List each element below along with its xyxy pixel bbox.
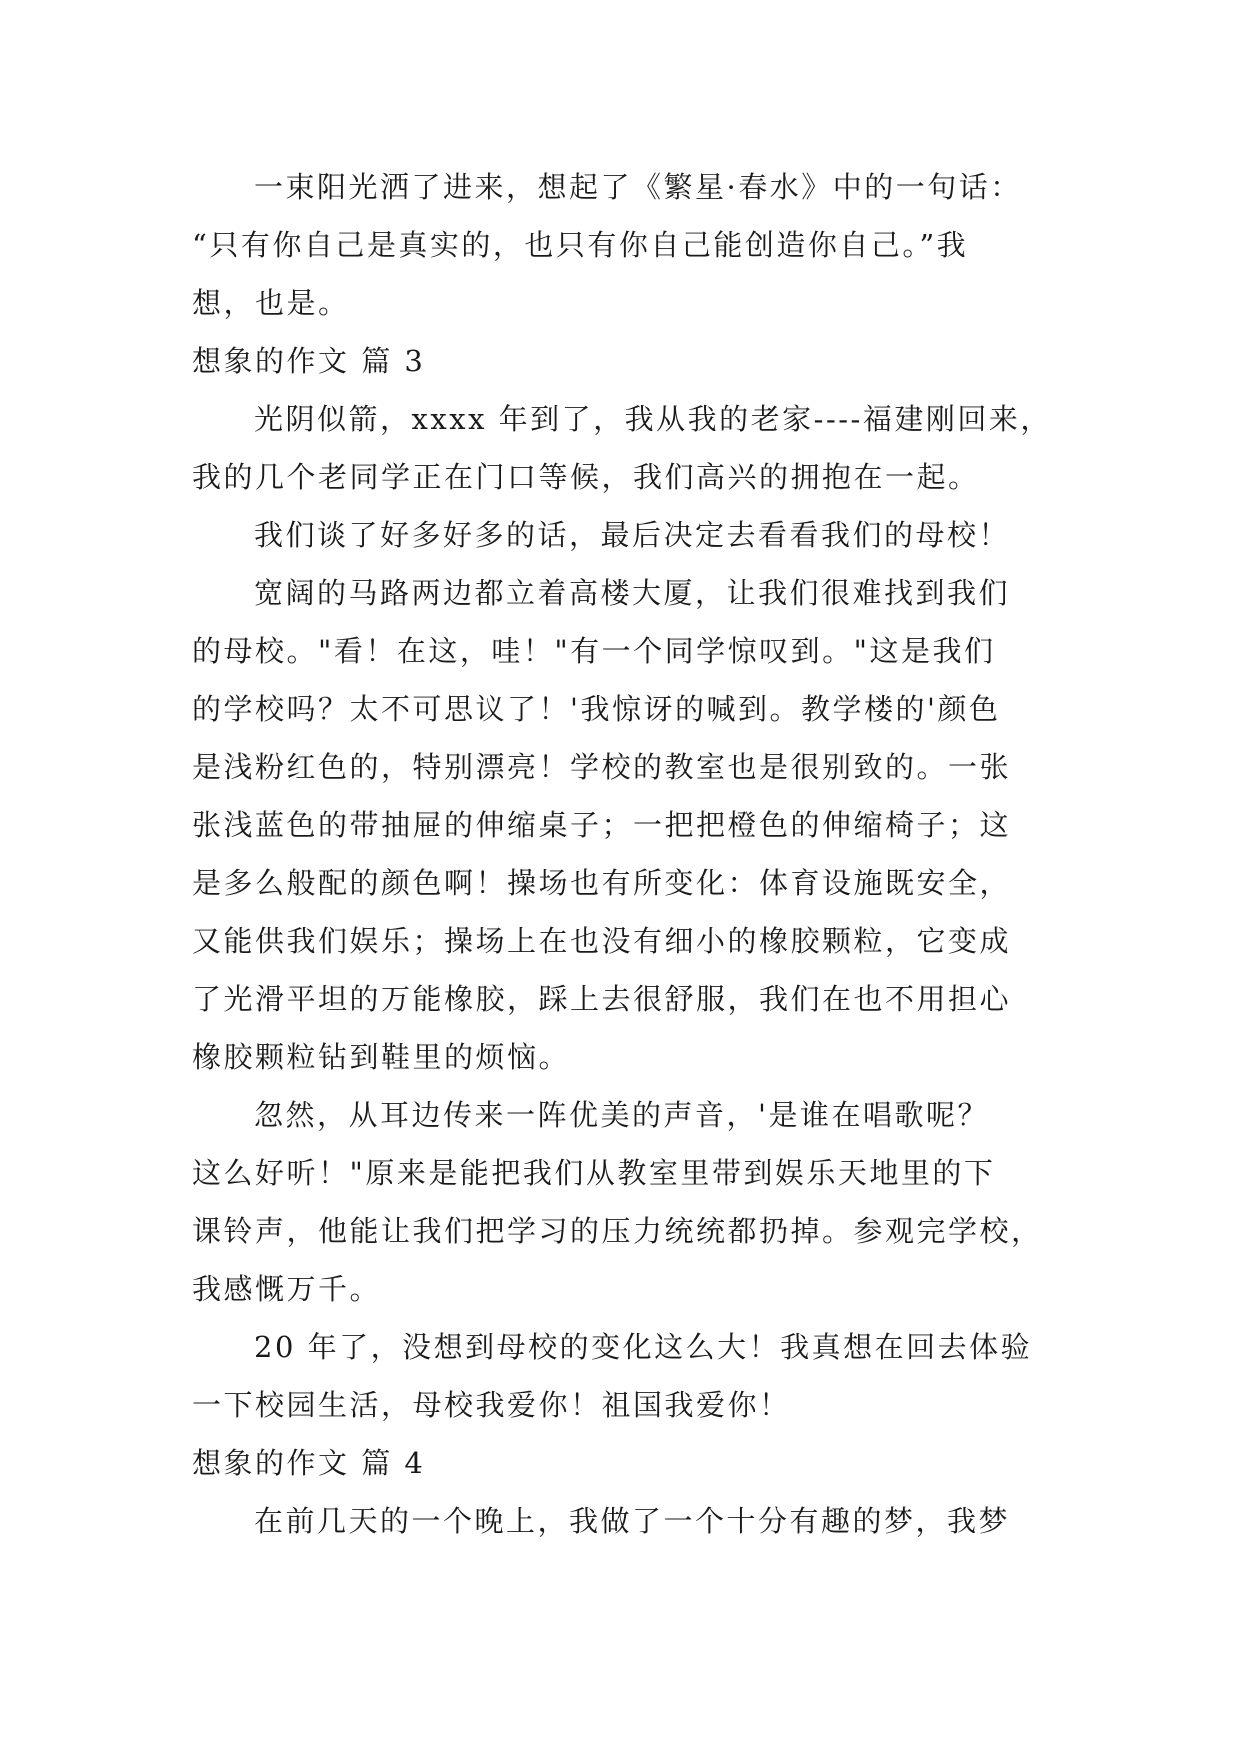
section-heading-3: 想象的作文 篇 3 bbox=[192, 344, 426, 378]
paragraph-line: 是多么般配的颜色啊！操场也有所变化：体育设施既安全， bbox=[192, 866, 1012, 900]
section-heading-4: 想象的作文 篇 4 bbox=[192, 1446, 426, 1480]
paragraph-line: 一束阳光洒了进来，想起了《繁星·春水》中的一句话： bbox=[254, 170, 1022, 204]
paragraph-line: “只有你自己是真实的，也只有你自己能创造你自己。”我 bbox=[192, 228, 969, 262]
paragraph-line: 我感慨万千。 bbox=[192, 1272, 382, 1306]
paragraph-line: 的学校吗？太不可思议了！'我惊讶的喊到。教学楼的'颜色 bbox=[192, 692, 1001, 726]
essay-body bbox=[192, 158, 1060, 1550]
paragraph-line: 张浅蓝色的带抽屉的伸缩桌子；一把把橙色的伸缩椅子；这 bbox=[192, 808, 1012, 842]
paragraph-line: 橡胶颗粒钻到鞋里的烦恼。 bbox=[192, 1040, 571, 1074]
paragraph-line: 又能供我们娱乐；操场上在也没有细小的橡胶颗粒，它变成 bbox=[192, 924, 1012, 958]
paragraph-line: 光阴似箭，xxxx 年到了，我从我的老家----福建刚回来， bbox=[254, 402, 1052, 436]
paragraph-line: 课铃声，他能让我们把学习的压力统统都扔掉。参观完学校， bbox=[192, 1214, 1043, 1248]
paragraph-line: 忽然，从耳边传来一阵优美的声音，'是谁在唱歌呢？ bbox=[254, 1098, 989, 1132]
paragraph-line: 我的几个老同学正在门口等候，我们高兴的拥抱在一起。 bbox=[192, 460, 980, 494]
paragraph-line: 是浅粉红色的，特别漂亮！学校的教室也是很别致的。一张 bbox=[192, 750, 1012, 784]
paragraph-line: 了光滑平坦的万能橡胶，踩上去很舒服，我们在也不用担心 bbox=[192, 982, 1012, 1016]
paragraph-line: 这么好听！"原来是能把我们从教室里带到娱乐天地里的下 bbox=[192, 1156, 996, 1190]
paragraph-line: 我们谈了好多好多的话，最后决定去看看我们的母校！ bbox=[254, 518, 1011, 552]
paragraph-line: 宽阔的马路两边都立着高楼大厦，让我们很难找到我们 bbox=[254, 576, 1011, 610]
paragraph-line: 想，也是。 bbox=[192, 286, 350, 320]
paragraph-line: 的母校。"看！在这，哇！"有一个同学惊叹到。"这是我们 bbox=[192, 634, 996, 668]
paragraph-line: 一下校园生活，母校我爱你！祖国我爱你！ bbox=[192, 1388, 791, 1422]
paragraph-line: 在前几天的一个晚上，我做了一个十分有趣的梦，我梦 bbox=[254, 1504, 1011, 1538]
paragraph-line: 20 年了，没想到母校的变化这么大！我真想在回去体验 bbox=[254, 1330, 1033, 1364]
